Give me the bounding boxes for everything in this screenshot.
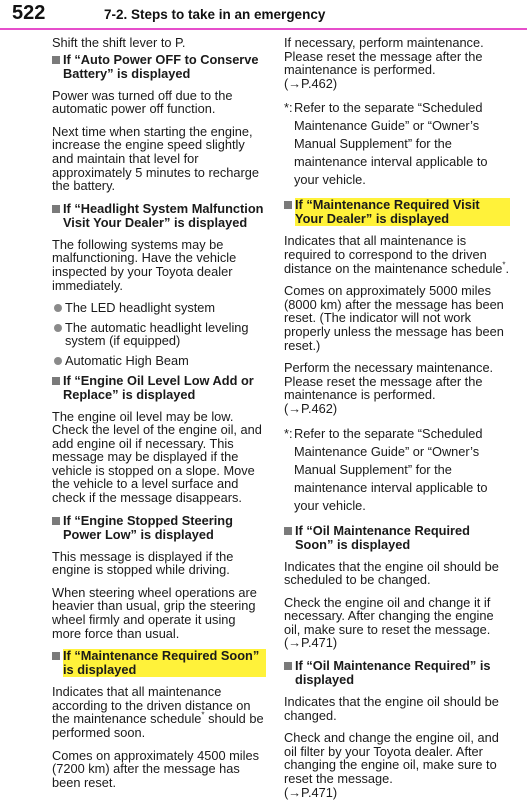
paragraph: Indicates that the engine oil should be scheduled to be changed. <box>284 558 499 588</box>
heading-square-icon <box>52 517 60 525</box>
paragraph: Indicates that the engine oil should be changed. <box>284 694 499 723</box>
paragraph: Check and change the engine oil, and oil filter by your Toyota dealer. After changing the engine oil, make sure to reset the message. (→P.471) <box>284 731 510 799</box>
page-reference: (→P.471) <box>284 784 338 800</box>
paragraph: Indicates that all maintenance is required to correspond to the driven distance on the maintenance schedule*. <box>284 233 510 276</box>
section-heading-steering-power-low: If “Engine Stopped Steering Power Low” is displayed <box>52 514 266 542</box>
paragraph: Power was turned off due to the automatic power off function. <box>52 87 233 117</box>
page-header <box>0 0 527 30</box>
section-heading-maintenance-required-soon: If “Maintenance Required Soon” is displayed <box>52 649 266 677</box>
heading-square-icon <box>284 201 292 209</box>
heading-square-icon <box>284 527 292 535</box>
bullet-dot-icon <box>54 324 62 332</box>
heading-square-icon <box>52 205 60 213</box>
paragraph: When steering wheel operations are heavier than usual, grip the steering wheel firmly and operate it using more force than usual. <box>52 584 257 641</box>
list-item: The automatic headlight leveling system (if equipped) <box>52 321 266 348</box>
right-column <box>284 36 510 808</box>
chapter-title: 7-2. Steps to take in an emergency <box>104 7 326 22</box>
footnote: *: Refer to the separate “Scheduled Maintenance Guide” or “Owner’s Manual Supplement” for the maintenance interval applicable to your vehicle. <box>284 100 488 188</box>
list-item: The LED headlight system <box>52 301 266 315</box>
page-reference: (→P.462) <box>284 75 338 91</box>
heading-square-icon <box>52 652 60 660</box>
intro-text: Shift the shift lever to P. <box>52 35 186 50</box>
page-number: 522 <box>12 2 46 24</box>
bullet-dot-icon <box>54 357 62 365</box>
section-heading-engine-oil-level: If “Engine Oil Level Low Add or Replace” is displayed <box>52 374 266 402</box>
paragraph: If necessary, perform maintenance. Please reset the message after the maintenance is performed. (→P.462) <box>284 36 510 90</box>
paragraph: Comes on approximately 4500 miles (7200 km) after the message has been reset. <box>52 747 259 790</box>
heading-square-icon <box>52 377 60 385</box>
section-heading-auto-power-off: If “Auto Power OFF to Conserve Battery” is displayed <box>52 53 266 81</box>
footnote-mark: *: <box>284 100 293 116</box>
paragraph: Next time when starting the engine, increase the engine speed slightly and maintain that level for approximately 5 minutes to recharge the battery. <box>52 123 259 194</box>
section-heading-oil-maintenance-soon: If “Oil Maintenance Required Soon” is displayed <box>284 524 510 552</box>
list-item: Automatic High Beam <box>52 354 266 368</box>
footnote: *: Refer to the separate “Scheduled Maintenance Guide” or “Owner’s Manual Supplement” for the maintenance interval applicable to your vehicle. <box>284 425 488 513</box>
paragraph: Check the engine oil and change it if necessary. After changing the engine oil, make sure to reset the message. (→P.471) <box>284 594 494 651</box>
left-column <box>52 36 266 798</box>
paragraph: Perform the necessary maintenance. Please reset the message after the maintenance is performed. (→P.462) <box>284 361 510 415</box>
section-heading-headlight-system: If “Headlight System Malfunction Visit Your Dealer” is displayed <box>52 202 266 230</box>
bullet-dot-icon <box>54 304 62 312</box>
page-reference: (→P.462) <box>284 400 338 416</box>
paragraph: Comes on approximately 5000 miles (8000 km) after the message has been reset. (The indicator will not work properly unless the message has been reset.) <box>284 283 504 353</box>
heading-square-icon <box>52 56 60 64</box>
header-rule <box>0 28 527 30</box>
paragraph: Indicates that all maintenance according to the driven distance on the maintenance schedule* should be performed soon. <box>52 684 264 740</box>
paragraph: The engine oil level may be low. Check the level of the engine oil, and add engine oil if necessary. This message may be displayed if the vehicle is stopped on a slope. Move the vehicle to a level surface and check if the message disappears. <box>52 408 262 506</box>
paragraph: This message is displayed if the engine is stopped while driving. <box>52 548 234 578</box>
section-heading-oil-maintenance-required: If “Oil Maintenance Required” is displayed <box>284 659 510 687</box>
section-heading-maintenance-visit-dealer: If “Maintenance Required Visit Your Dealer” is displayed <box>284 198 510 226</box>
paragraph: The following systems may be malfunctioning. Have the vehicle inspected by your Toyota dealer immediately. <box>52 236 237 293</box>
footnote-mark: *: <box>284 425 293 441</box>
heading-square-icon <box>284 662 292 670</box>
